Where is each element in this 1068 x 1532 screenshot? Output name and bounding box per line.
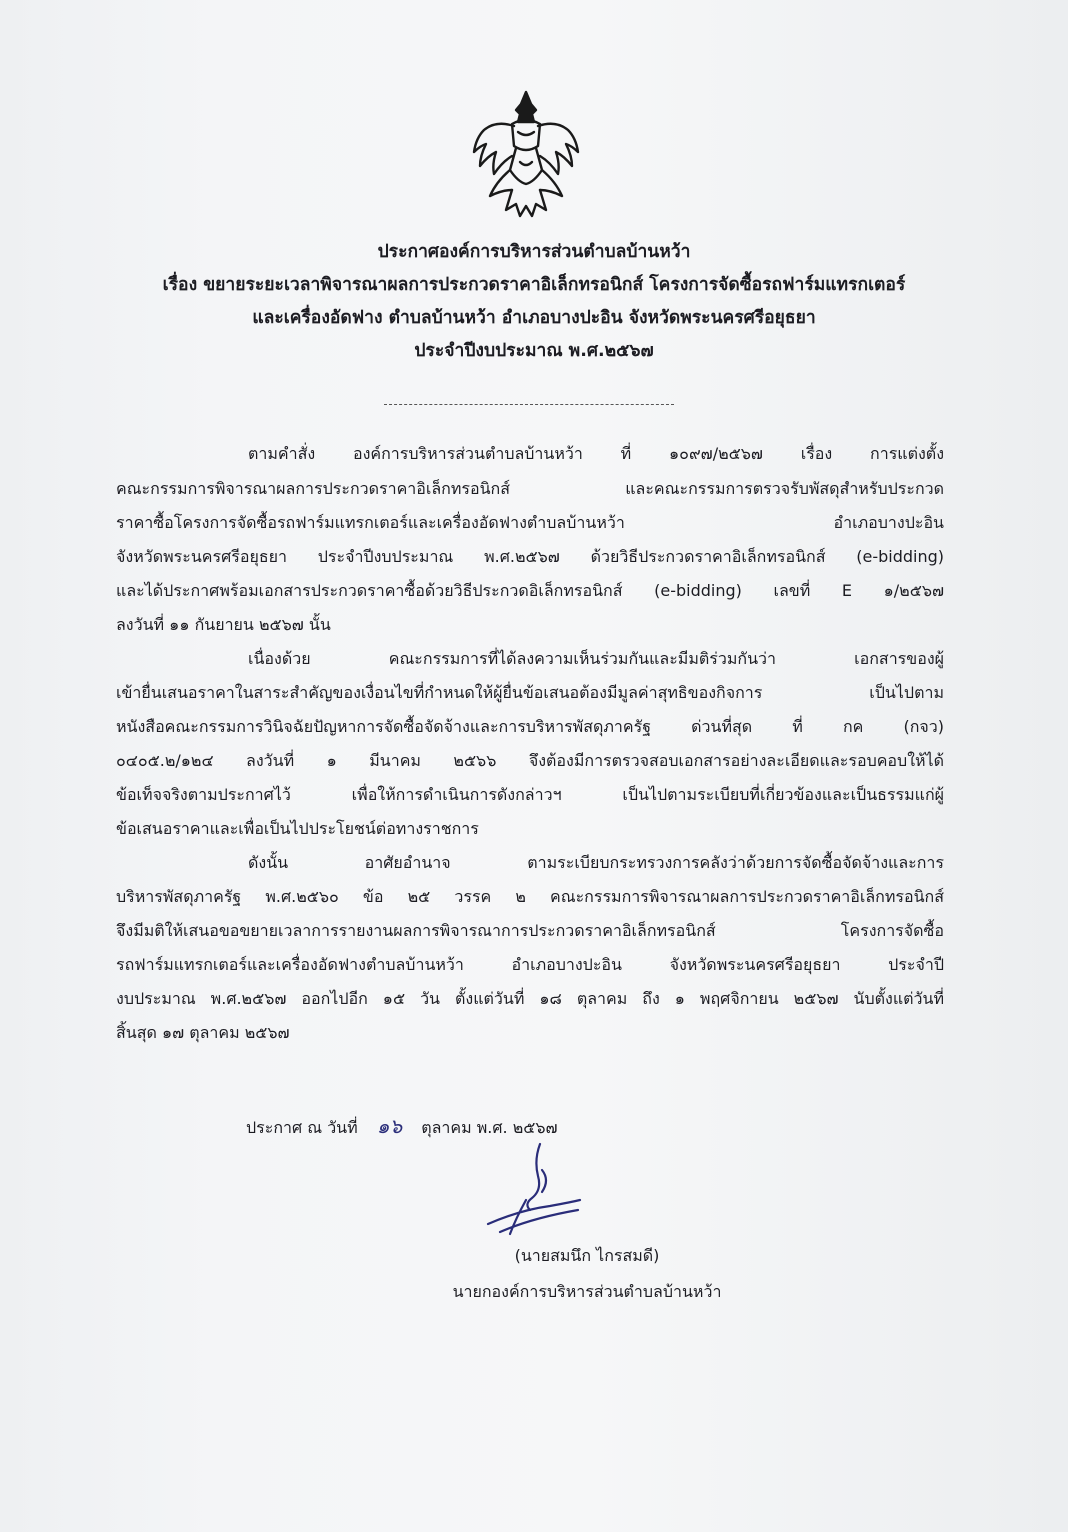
announcement-date <box>246 1110 558 1142</box>
paragraph-3-line: รถฟาร์มแทรกเตอร์และเครื่องอัดฟางตำบลบ้านหว้า อำเภอบางปะอิน จังหวัดพระนครศรีอยุธยา ประจำปี <box>116 955 944 974</box>
paragraph-1-line: คณะกรรมการพิจารณาผลการประกวดราคาอิเล็กทรอนิกส์ และคณะกรรมการตรวจรับพัสดุสำหรับประกวด <box>116 479 944 498</box>
divider <box>384 404 674 405</box>
paragraph-3-line: งบประมาณ พ.ศ.๒๕๖๗ ออกไปอีก ๑๕ วัน ตั้งแต่วันที่ ๑๘ ตุลาคม ถึง ๑ พฤศจิกายน ๒๕๖๗ นับตั้งแต่วันที่ <box>116 989 944 1008</box>
subject-line-2: และเครื่องอัดฟาง ตำบลบ้านหว้า อำเภอบางปะอิน จังหวัดพระนครศรีอยุธยา <box>252 308 816 328</box>
paragraph-2-line: หนังสือคณะกรรมการวินิจฉัยปัญหาการจัดซื้อจัดจ้างและการบริหารพัสดุภาครัฐ ด่วนที่สุด ที่ กค (กจว) <box>116 717 944 736</box>
date-month-year: ตุลาคม พ.ศ. ๒๕๖๗ <box>421 1118 558 1137</box>
signature-icon <box>480 1140 590 1240</box>
signer-title: นายกองค์การบริหารส่วนตำบลบ้านหว้า <box>452 1282 722 1301</box>
paragraph-2-line: ๐๔๐๕.๒/๑๒๔ ลงวันที่ ๑ มีนาคม ๒๕๖๖ จึงต้องมีการตรวจสอบเอกสารอย่างละเอียดและรอบคอบให้ได้ <box>116 751 944 770</box>
subject-line-1: เรื่อง ขยายระยะเวลาพิจารณาผลการประกวดราคาอิเล็กทรอนิกส์ โครงการจัดซื้อรถฟาร์มแทรกเตอร์ <box>162 275 906 295</box>
paragraph-1-line: ลงวันที่ ๑๑ กันยายน ๒๕๖๗ นั้น <box>116 615 331 634</box>
paragraph-2-line: ข้อเสนอราคาและเพื่อเป็นไปประโยชน์ต่อทางราชการ <box>116 819 479 838</box>
announcement-title: ประกาศองค์การบริหารส่วนตำบลบ้านหว้า <box>377 242 691 262</box>
paragraph-3-line: ดังนั้น อาศัยอำนาจ ตามระเบียบกระทรวงการคลังว่าด้วยการจัดซื้อจัดจ้างและการ <box>248 853 944 872</box>
signer-name: (นายสมนึก ไกรสมดี) <box>514 1246 660 1265</box>
paragraph-2-line: ข้อเท็จจริงตามประกาศไว้ เพื่อให้การดำเนินการดังกล่าวฯ เป็นไปตามระเบียบที่เกี่ยวข้องและเป็นธรรมแก่ผู้ <box>116 785 944 804</box>
paragraph-2-line: เนื่องด้วย คณะกรรมการที่ได้ลงความเห็นร่วมกันและมีมติร่วมกันว่า เอกสารของผู้ <box>248 649 944 668</box>
paragraph-3-line: สิ้นสุด ๑๗ ตุลาคม ๒๕๖๗ <box>116 1023 290 1042</box>
paragraph-1-line: และได้ประกาศพร้อมเอกสารประกวดราคาซื้อด้วยวิธีประกวดอิเล็กทรอนิกส์ (e-bidding) เลขที่ E ๑/๒๕๖๗ <box>116 581 944 600</box>
paragraph-3-line: จึงมีมติให้เสนอขอขยายเวลาการรายงานผลการพิจารณาการประกวดราคาอิเล็กทรอนิกส์ โครงการจัดซื้อ <box>116 921 944 940</box>
garuda-emblem-icon <box>466 86 586 226</box>
paragraph-1-line: จังหวัดพระนครศรีอยุธยา ประจำปีงบประมาณ พ.ศ.๒๕๖๗ ด้วยวิธีประกวดราคาอิเล็กทรอนิกส์ (e-bidding) <box>116 547 944 566</box>
paragraph-3-line: บริหารพัสดุภาครัฐ พ.ศ.๒๕๖๐ ข้อ ๒๕ วรรค ๒ คณะกรรมการพิจารณาผลการประกวดราคาอิเล็กทรอนิกส์ <box>116 887 944 906</box>
paragraph-2-line: เข้ายื่นเสนอราคาในสาระสำคัญของเงื่อนไขที่กำหนดให้ผู้ยื่นข้อเสนอต้องมีมูลค่าสุทธิของกิจการ เป็นไปตาม <box>116 683 944 702</box>
paragraph-1-line: ตามคำสั่ง องค์การบริหารส่วนตำบลบ้านหว้า ที่ ๑๐๙๗/๒๕๖๗ เรื่อง การแต่งตั้ง <box>248 444 945 463</box>
paragraph-1-line: ราคาซื้อโครงการจัดซื้อรถฟาร์มแทรกเตอร์และเครื่องอัดฟางตำบลบ้านหว้า อำเภอบางปะอิน <box>116 513 944 532</box>
date-prefix: ประกาศ ณ วันที่ <box>246 1118 358 1137</box>
date-day-handwritten: ๑๖ <box>376 1114 403 1138</box>
subject-line-3: ประจำปีงบประมาณ พ.ศ.๒๕๖๗ <box>414 341 654 361</box>
